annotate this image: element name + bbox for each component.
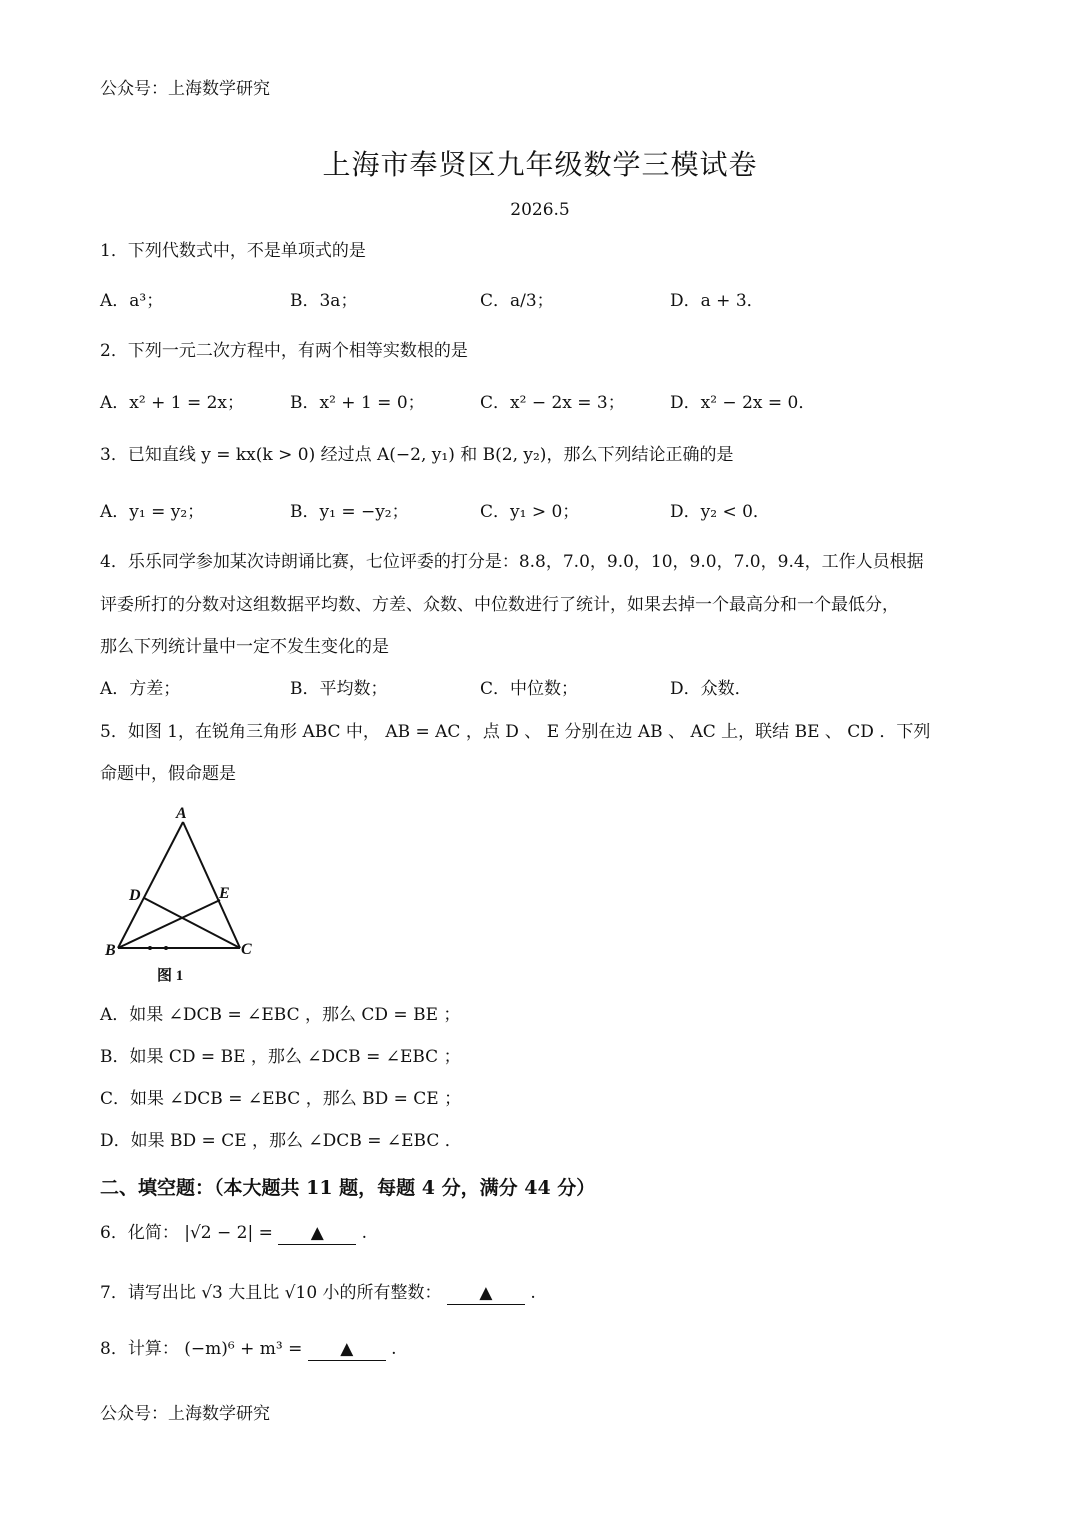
label-a: A [176, 805, 187, 822]
question-5-option-d: D．如果 BD = CE ，那么 ∠DCB = ∠EBC ． [100, 1131, 462, 1151]
segment-be [118, 900, 220, 948]
question-5-line-2: 命题中，假命题是 [100, 764, 236, 784]
question-5-option-b: B．如果 CD = BE ，那么 ∠DCB = ∠EBC ； [100, 1047, 461, 1067]
question-6-expr: |√2 − 2| = [184, 1223, 273, 1243]
question-2-stem: 2．下列一元二次方程中，有两个相等实数根的是 [100, 341, 468, 361]
question-6 [100, 1222, 367, 1245]
question-6-prefix: 6．化简： [100, 1223, 179, 1243]
question-7-answer-blank: ▲ [447, 1282, 525, 1305]
question-4-line-3: 那么下列统计量中一定不发生变化的是 [100, 637, 389, 657]
question-1-option-c: C．a/3； [480, 291, 554, 311]
question-4-option-a: A．方差； [100, 679, 181, 699]
exam-date: 2026.5 [510, 200, 570, 220]
segment-dc [144, 898, 240, 948]
question-7-prefix: 7．请写出比 √3 大且比 √10 小的所有整数： [100, 1283, 442, 1303]
question-1-option-b: B．3a； [290, 291, 358, 311]
label-e: E [219, 885, 230, 902]
question-2-option-b: B．x² + 1 = 0； [290, 393, 425, 413]
question-5-option-c: C．如果 ∠DCB = ∠EBC ，那么 BD = CE ； [100, 1089, 462, 1109]
label-c: C [241, 941, 252, 958]
question-3-option-a: A．y₁ = y₂； [100, 502, 205, 522]
question-1-stem: 1．下列代数式中，不是单项式的是 [100, 241, 366, 261]
question-3-stem: 3．已知直线 y = kx(k > 0) 经过点 A(−2, y₁) 和 B(2, y₂)，那么下列结论正确的是 [100, 445, 734, 465]
question-1-option-d: D．a + 3． [670, 291, 764, 311]
question-8-answer-blank: ▲ [308, 1338, 386, 1361]
question-4-option-c: C．中位数； [480, 679, 579, 699]
question-4-line-2: 评委所打的分数对这组数据平均数、方差、众数、中位数进行了统计，如果去掉一个最高分和一个最低分， [100, 595, 899, 615]
question-1-option-a: A．a³； [100, 291, 164, 311]
question-4-option-b: B．平均数； [290, 679, 388, 699]
question-8 [100, 1338, 397, 1361]
question-3-option-b: B．y₁ = −y₂； [290, 502, 409, 522]
footer-account: 公众号：上海数学研究 [100, 1404, 270, 1424]
question-8-expr: (−m)⁶ + m³ = [184, 1339, 303, 1359]
question-7-end: . [530, 1283, 536, 1303]
question-8-end: . [391, 1339, 397, 1359]
question-4-line-1: 4．乐乐同学参加某次诗朗诵比赛，七位评委的打分是：8.8，7.0，9.0，10，9.0，7.0，9.4，工作人员根据 [100, 552, 924, 572]
question-5-line-1: 5．如图 1，在锐角三角形 ABC 中， AB = AC ，点 D 、 E 分别在边 AB 、 AC 上，联结 BE 、 CD ．下列 [100, 722, 931, 742]
label-d: D [129, 887, 141, 904]
page-title: 上海市奉贤区九年级数学三模试卷 [322, 148, 758, 181]
question-4-option-d: D．众数． [670, 679, 752, 699]
question-2-option-a: A．x² + 1 = 2x； [100, 393, 245, 413]
figure-1-triangle [100, 800, 270, 990]
question-6-answer-blank: ▲ [278, 1222, 356, 1245]
question-8-prefix: 8．计算： [100, 1339, 179, 1359]
label-b: B [105, 942, 116, 959]
edge-ac [183, 822, 240, 948]
question-5-option-a: A．如果 ∠DCB = ∠EBC ，那么 CD = BE ； [100, 1005, 461, 1025]
question-2-option-d: D．x² − 2x = 0． [670, 393, 816, 413]
question-6-end: . [361, 1223, 368, 1243]
question-7 [100, 1282, 536, 1305]
header-account: 公众号：上海数学研究 [100, 79, 270, 99]
section-2-heading: 二、填空题：（本大题共 11 题，每题 4 分，满分 44 分） [100, 1177, 596, 1199]
question-3-option-d: D．y₂ < 0． [670, 502, 770, 522]
question-3-option-c: C．y₁ > 0； [480, 502, 580, 522]
question-2-option-c: C．x² − 2x = 3； [480, 393, 625, 413]
edge-ab [118, 822, 183, 948]
figure-caption: 图 1 [157, 968, 184, 984]
